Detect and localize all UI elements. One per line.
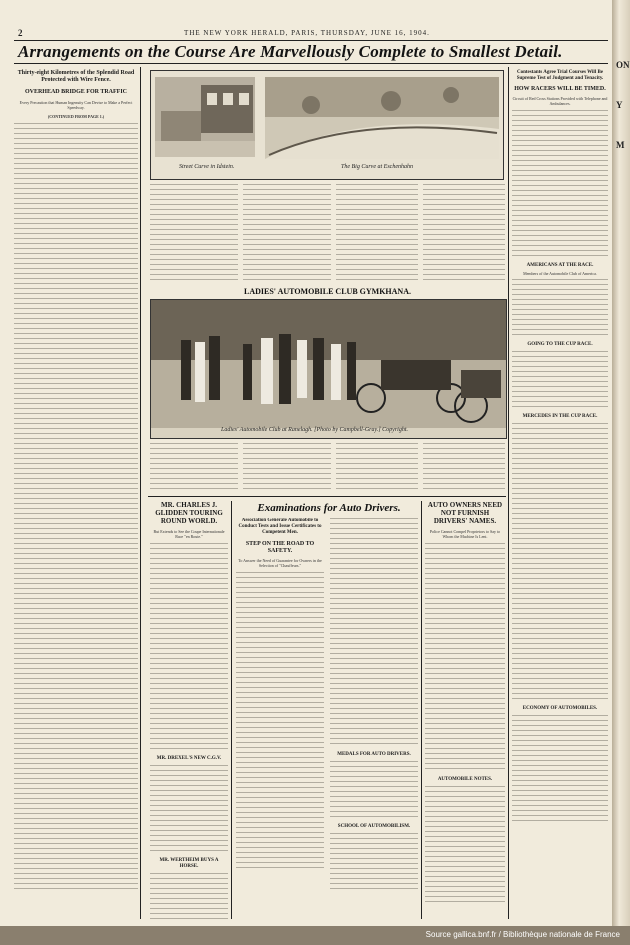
school-subhead: SCHOOL OF AUTOMOBILISM. bbox=[337, 824, 411, 829]
headline-rule bbox=[14, 63, 608, 64]
exams-step: STEP ON THE ROAD TO SAFETY. bbox=[245, 541, 315, 554]
middle-text-1 bbox=[150, 184, 238, 284]
main-headline: Arrangements on the Course Are Marvellously Complete to Smallest Detail. bbox=[18, 42, 563, 61]
wertheim-subhead: MR. WERTHEIM BUYS A HORSE. bbox=[159, 858, 219, 869]
owners-deck: Police Cannot Compel Proprietors to Say to Whom the Machine Is Lent. bbox=[429, 529, 501, 539]
right-subhead: Contestants Agree Trial Courses Will Be Supreme Test of Judgment and Tenacity. bbox=[516, 70, 604, 81]
school-body bbox=[330, 833, 418, 893]
owners-title: AUTO OWNERS NEED NOT FURNISH DRIVERS' NAMES. bbox=[427, 501, 503, 525]
gymkhana-photo bbox=[150, 299, 507, 439]
street-photos bbox=[151, 71, 503, 179]
gymkhana-caption: Ladies' Automobile Club at Ranelagh. [Photo by Campbell-Gray.] Copyright. bbox=[221, 427, 408, 433]
col-rule-3 bbox=[421, 501, 422, 919]
drexel-subhead: MR. DREXEL'S NEW C.G.V. bbox=[156, 756, 222, 761]
page-number: 2 bbox=[18, 28, 23, 38]
gymkhana-text-3 bbox=[336, 443, 418, 491]
drexel-body bbox=[150, 765, 228, 855]
left-body-text bbox=[14, 123, 138, 893]
economy-body bbox=[512, 715, 608, 825]
gymkhana-text-2 bbox=[243, 443, 331, 491]
mercedes-body bbox=[512, 423, 608, 703]
glidden-deck: But Extends to See the Coupe Internationale Race "en Route." bbox=[153, 529, 225, 539]
caption-idstein: Street Curve in Idstein. bbox=[179, 164, 235, 170]
americans-body bbox=[512, 279, 608, 339]
notes-subhead: AUTOMOBILE NOTES. bbox=[437, 777, 493, 782]
americans-deck: Members of the Automobile Club of America. bbox=[523, 271, 597, 276]
gymkhana-text-4 bbox=[423, 443, 505, 491]
col-rule-1 bbox=[140, 67, 141, 919]
going-body bbox=[512, 351, 608, 411]
spine-letters-3: M bbox=[616, 140, 625, 150]
exams-title: Examinations for Auto Drivers. bbox=[257, 502, 401, 514]
medals-body bbox=[330, 761, 418, 821]
mercedes-title: MERCEDES IN THE CUP RACE. bbox=[522, 414, 598, 419]
right-deck: Circuit of Red Cross Stations Provided with Telephone and Ambulances. bbox=[512, 96, 608, 106]
glidden-title: MR. CHARLES J. GLIDDEN TOURING ROUND WORLD. bbox=[155, 501, 223, 525]
exams-column-1 bbox=[236, 518, 324, 918]
col-rule-4 bbox=[508, 67, 509, 919]
going-title: GOING TO THE CUP RACE. bbox=[527, 342, 593, 347]
col-rule-2 bbox=[231, 501, 232, 919]
exams-body-2 bbox=[330, 518, 418, 748]
notes-body bbox=[425, 786, 505, 906]
left-deck: Every Precaution that Human Ingenuity Can Devise to Make a Perfect Speedway. bbox=[19, 100, 133, 110]
economy-title: ECONOMY OF AUTOMOBILES. bbox=[522, 706, 598, 711]
caption-eschenhahn: The Big Curve at Eschenhahn bbox=[341, 164, 413, 170]
owners-column bbox=[425, 501, 505, 919]
masthead: THE NEW YORK HERALD, PARIS, THURSDAY, JUNE 16, 1904. bbox=[184, 29, 430, 37]
middle-text-3 bbox=[336, 184, 418, 284]
middle-text-4 bbox=[423, 184, 505, 284]
owners-body bbox=[425, 543, 505, 773]
gymkhana-text-1 bbox=[150, 443, 238, 491]
header-rule bbox=[14, 40, 608, 41]
gymkhana-scene bbox=[151, 300, 506, 438]
right-column bbox=[512, 67, 608, 919]
source-footer: Source gallica.bnf.fr / Bibliothèque nationale de France bbox=[425, 930, 620, 939]
glidden-body bbox=[150, 543, 228, 753]
spine-letters-2: Y bbox=[616, 100, 623, 110]
exams-step-deck: To Answer the Need of Guarantee for Owners in the Selection of "Chauffeurs." bbox=[238, 558, 322, 568]
americans-title: AMERICANS AT THE RACE. bbox=[526, 263, 594, 268]
page-header bbox=[12, 28, 602, 40]
street-photo-panel bbox=[150, 70, 504, 180]
middle-text-2 bbox=[243, 184, 331, 284]
exams-body-1 bbox=[236, 572, 324, 872]
left-column bbox=[14, 67, 138, 919]
right-body-1 bbox=[512, 110, 608, 260]
left-subhead: Thirty-eight Kilometres of the Splendid Road Protected with Wire Fence. bbox=[17, 70, 135, 83]
glidden-column bbox=[150, 501, 228, 919]
wertheim-body bbox=[150, 873, 228, 919]
gymkhana-title: LADIES' AUTOMOBILE CLUB GYMKHANA. bbox=[244, 287, 411, 296]
continued-note: (CONTINUED FROM PAGE 1.) bbox=[47, 114, 105, 119]
medals-subhead: MEDALS FOR AUTO DRIVERS. bbox=[337, 752, 411, 757]
gymkhana-rule bbox=[148, 496, 506, 497]
facing-page-edge bbox=[612, 0, 630, 926]
spine-letters-1: ON bbox=[616, 60, 630, 70]
exams-column-2 bbox=[330, 518, 418, 918]
right-subhead-2: HOW RACERS WILL BE TIMED. bbox=[514, 86, 606, 92]
exams-deck: Association Générale Automobile to Conduct Tests and Issue Certificates to Competent Men. bbox=[238, 518, 322, 535]
left-subhead-2: OVERHEAD BRIDGE FOR TRAFFIC bbox=[24, 89, 128, 95]
